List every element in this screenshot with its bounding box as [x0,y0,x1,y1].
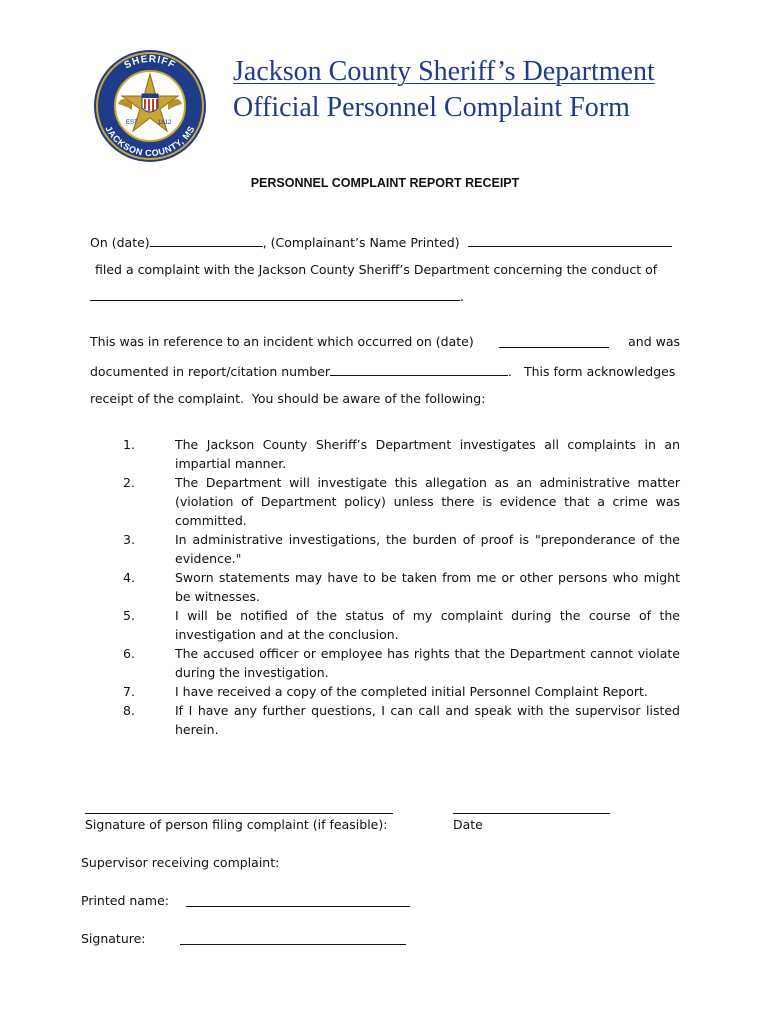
supervisor-signature-line[interactable] [180,944,406,945]
acknowledgement-list [120,435,680,739]
department-title: Jackson County Sheriff’s Department [233,56,655,87]
seal-top-arc-text: SHERIFF [122,53,178,72]
svg-text:JACKSON COUNTY, MS [103,124,196,158]
on-date-label: On (date) [90,235,150,250]
list-item-number: 8. [123,703,135,718]
list-item-number: 3. [123,532,135,547]
acknowledges-text: . This form acknowledges [508,364,676,379]
seal-est-text: EST. [126,120,139,126]
printed-name-line[interactable] [186,906,410,907]
complainant-name-label: , (Complainant’s Name Printed) [262,235,460,250]
seal-year-text: 1812 [158,120,172,126]
svg-text:SHERIFF [123,54,178,72]
list-item [120,682,680,701]
list-item-number: 4. [123,570,135,585]
list-item-number: 7. [123,684,135,699]
list-item-number: 1. [123,437,135,452]
seal-bottom-arc-text: JACKSON COUNTY, MS [103,124,197,159]
list-item-text: In administrative investigations, the burden of proof is "preponderance of the evidence." [175,532,680,566]
receipt-title: PERSONNEL COMPLAINT REPORT RECEIPT [250,176,520,190]
list-item-text: I will be notified of the status of my complaint during the course of the investigation and at the conclusion. [175,608,680,642]
list-item [120,435,680,473]
form-title: Official Personnel Complaint Form [233,92,630,123]
supervisor-label: Supervisor receiving complaint: [81,855,280,870]
list-item [120,606,680,644]
sheriff-seal [92,40,208,164]
documented-text: documented in report/citation number [90,364,331,379]
list-item [120,530,680,568]
incident-date-blank[interactable] [499,334,609,348]
filed-text: filed a complaint with the Jackson County Sheriff’s Department concerning the conduct of [95,262,658,277]
list-item-text: I have received a copy of the completed initial Personnel Complaint Report. [175,684,648,699]
complainant-signature-line[interactable] [85,813,393,814]
list-item [120,473,680,530]
date-label: Date [453,817,483,832]
signature-label: Signature: [81,931,146,946]
list-item-text: The Jackson County Sheriff’s Department investigates all complaints in an impartial manner. [175,437,680,471]
incident-reference-text: This was in reference to an incident which occurred on (date) [90,334,474,349]
date-blank[interactable] [150,233,263,247]
incident-date-line [90,334,680,349]
list-item-text: The accused officer or employee has rights that the Department cannot violate during the investigation. [175,646,680,680]
list-item-number: 6. [123,646,135,661]
complainant-name-blank[interactable] [468,233,672,247]
list-item [120,644,680,682]
list-item-text: If I have any further questions, I can call and speak with the supervisor listed herein. [175,703,680,737]
list-item-text: Sworn statements may have to be taken from me or other persons who might be witnesses. [175,570,680,604]
conduct-line [90,287,464,304]
and-was-text: and was [628,334,680,349]
report-number-blank[interactable] [330,362,508,376]
complainant-signature-label: Signature of person filing complaint (if feasible): [85,817,388,832]
date-name-line [90,233,672,250]
printed-name-label: Printed name: [81,893,170,908]
report-number-line [90,362,675,379]
receipt-text: receipt of the complaint. You should be aware of the following: [90,391,486,406]
date-signature-line[interactable] [453,813,610,814]
list-item-text: The Department will investigate this allegation as an administrative matter (violation of Department policy) unless there is evidence that a crime was committed. [175,475,680,528]
seal-top-text: SHERIFF [92,40,142,51]
list-item [120,568,680,606]
conduct-of-blank[interactable] [90,287,460,301]
list-item-number: 5. [123,608,135,623]
conduct-period: . [460,289,464,304]
list-item-number: 2. [123,475,135,490]
list-item [120,701,680,739]
